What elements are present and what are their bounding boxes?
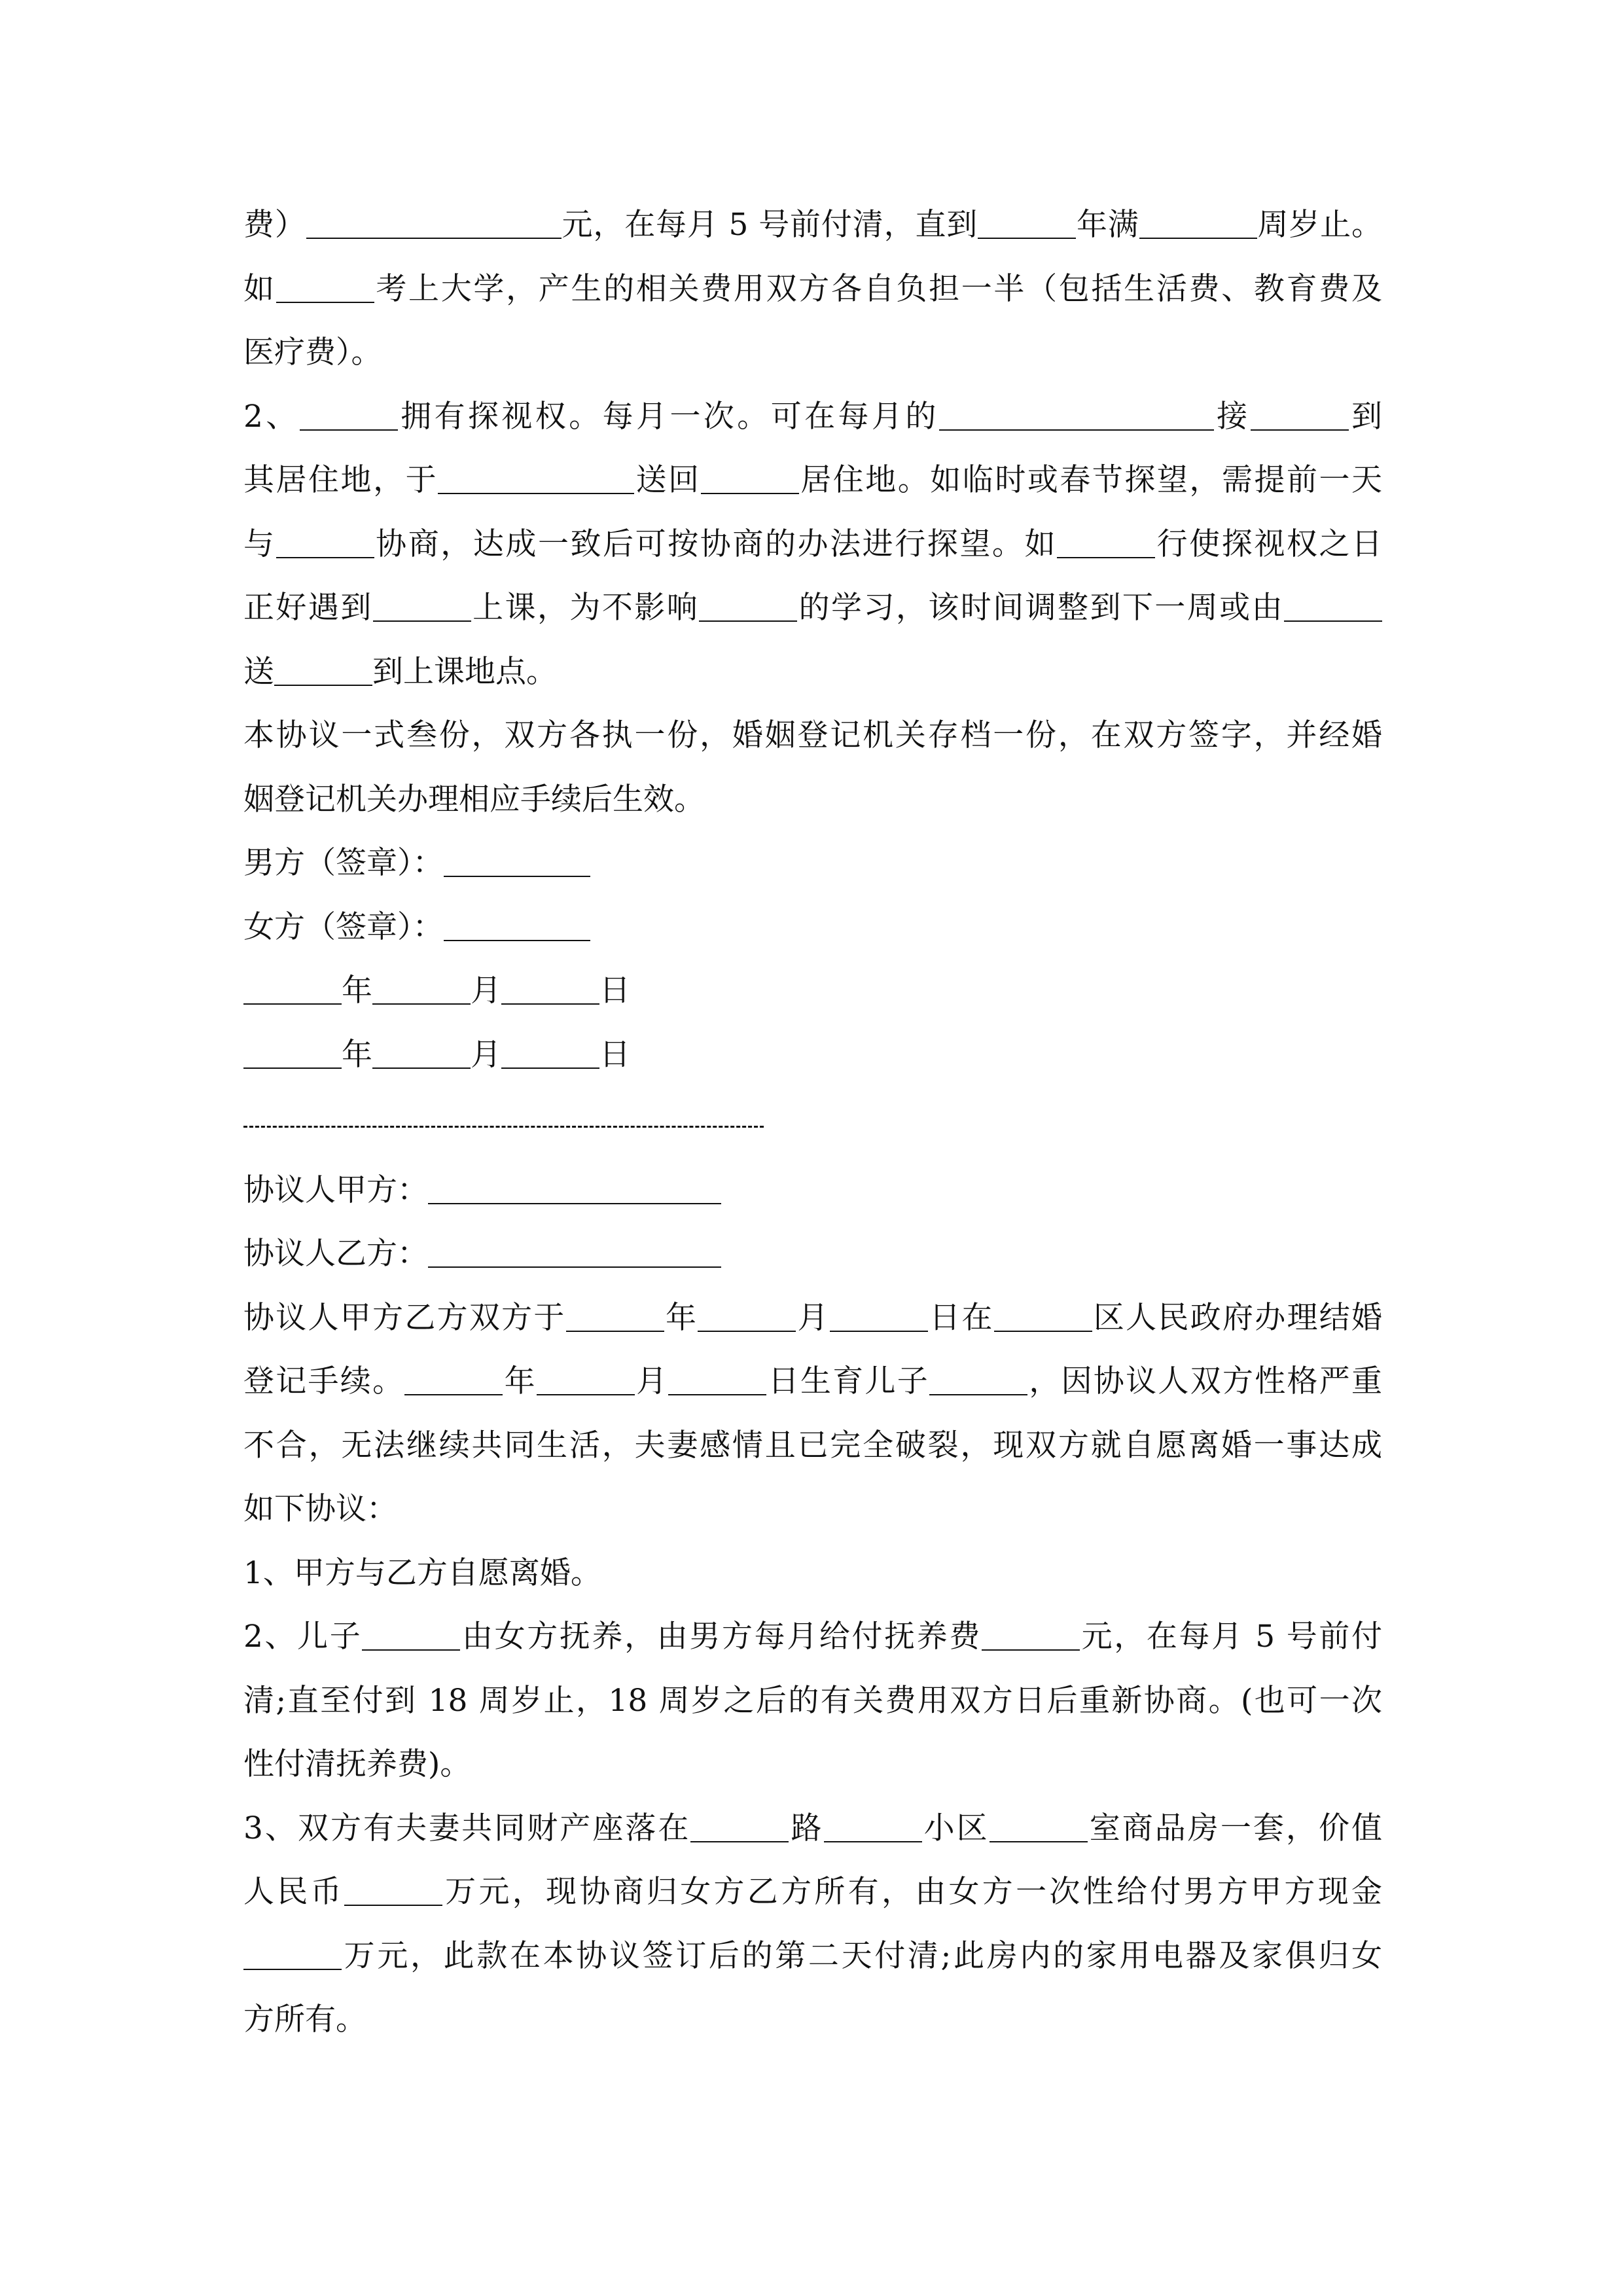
fill-in-blank[interactable]: [1251, 399, 1349, 431]
party-b-field[interactable]: [428, 1236, 721, 1268]
text-segment: 日在: [927, 1299, 994, 1336]
text-segment: 周岁止。: [1257, 207, 1383, 243]
text-segment: 拥有探视权。每月一次。可在每月的: [397, 398, 939, 435]
text-segment: 元，在每月 5 号前付: [1080, 1619, 1383, 1655]
party-b-label: 协议人乙方：: [243, 1236, 428, 1272]
text-line: [243, 193, 1382, 257]
date-month-field[interactable]: [372, 973, 471, 1005]
month-label: 月: [471, 1036, 501, 1073]
fill-in-blank[interactable]: [300, 399, 398, 431]
party-a-line: [243, 1158, 1382, 1223]
agreement-part-2: [243, 1286, 1382, 2052]
text-segment: 小区: [921, 1810, 990, 1846]
day-label: 日: [599, 973, 630, 1009]
year-label: 年: [342, 973, 372, 1009]
fill-in-blank[interactable]: [990, 1811, 1088, 1842]
fill-in-blank[interactable]: [690, 1811, 789, 1842]
text-segment: 居住地。如临时或春节探望，需提前一天: [798, 462, 1383, 498]
text-line: [243, 257, 1382, 321]
fill-in-blank[interactable]: [929, 1364, 1027, 1395]
text-line: [243, 1605, 1382, 1669]
text-segment: 如: [243, 270, 276, 307]
text-line: [243, 385, 1382, 449]
text-segment: 医疗费）。: [243, 334, 382, 370]
date-month-field[interactable]: [372, 1037, 471, 1069]
text-segment: 送回: [634, 462, 701, 498]
text-segment: ，因协议人双方性格严重: [1027, 1363, 1383, 1399]
text-line: [243, 576, 1382, 640]
text-line: [243, 512, 1382, 577]
date-line-2: [243, 1023, 1382, 1087]
fill-in-blank[interactable]: [982, 1619, 1080, 1651]
text-segment: 区人民政府办理结婚: [1092, 1299, 1383, 1336]
text-segment: 不合，无法继续共同生活，夫妻感情且已完全破裂，现双方就自愿离婚一事达成: [243, 1427, 1382, 1463]
female-signature-field[interactable]: [444, 910, 590, 941]
text-line: [243, 321, 1382, 385]
text-line: [243, 1477, 1382, 1541]
text-segment: 到上课地点。: [372, 653, 557, 690]
date-year-field[interactable]: [243, 1037, 342, 1069]
fill-in-blank[interactable]: [939, 399, 1214, 431]
text-segment: 正好遇到: [243, 590, 373, 626]
text-segment: 姻登记机关办理相应手续后生效。: [243, 781, 705, 817]
text-segment: 清;直至付到 18 周岁止，18 周岁之后的有关费用双方日后重新协商。(也可一次: [243, 1682, 1382, 1719]
fill-in-blank[interactable]: [344, 1874, 442, 1906]
fill-in-blank[interactable]: [438, 463, 634, 494]
fill-in-blank[interactable]: [699, 590, 797, 622]
fill-in-blank[interactable]: [276, 527, 374, 558]
text-segment: 年: [664, 1299, 698, 1336]
text-line: [243, 1860, 1382, 1924]
party-a-label: 协议人甲方：: [243, 1172, 428, 1208]
male-signature-label: 男方（签章）：: [243, 845, 444, 881]
text-segment: 日生育儿子: [766, 1363, 930, 1399]
text-segment: 的学习，该时间调整到下一周或由: [797, 590, 1285, 626]
text-segment: 室商品房一套，价值: [1087, 1810, 1383, 1846]
text-line: [243, 1541, 1382, 1605]
fill-in-blank[interactable]: [978, 207, 1076, 239]
text-line: [243, 1924, 1382, 1988]
fill-in-blank[interactable]: [306, 207, 562, 239]
fill-in-blank[interactable]: [274, 655, 372, 686]
fill-in-blank[interactable]: [362, 1619, 460, 1651]
text-line: [243, 704, 1382, 768]
text-line: [243, 1350, 1382, 1414]
text-segment: 送: [243, 653, 274, 690]
text-segment: 上课，为不影响: [471, 590, 700, 626]
text-segment: 万元，此款在本协议签订后的第二天付清;此房内的家用电器及家俱归女: [342, 1937, 1382, 1974]
text-line: [243, 1732, 1382, 1797]
fill-in-blank[interactable]: [537, 1364, 635, 1395]
text-segment: 人民币: [243, 1874, 344, 1910]
text-segment: 万元，现协商归女方乙方所有，由女方一次性给付男方甲方现金: [442, 1874, 1383, 1910]
text-segment: 3、双方有夫妻共同财产座落在: [243, 1810, 691, 1846]
female-signature-line: [243, 895, 1382, 960]
text-line: [243, 1286, 1382, 1350]
text-segment: 元，在每月 5 号前付清，直到: [561, 207, 978, 243]
date-day-field[interactable]: [501, 1037, 599, 1069]
text-line: [243, 640, 1382, 704]
text-segment: 接: [1213, 398, 1251, 435]
month-label: 月: [471, 973, 501, 1009]
text-segment: 2、: [243, 398, 300, 435]
text-segment: 年: [503, 1363, 537, 1399]
fill-in-blank[interactable]: [830, 1300, 928, 1332]
party-a-field[interactable]: [428, 1173, 721, 1204]
text-segment: 费）: [243, 207, 306, 243]
text-segment: 与: [243, 526, 276, 562]
text-segment: 协商，达成一致后可按协商的办法进行探望。如: [374, 526, 1058, 562]
party-b-line: [243, 1222, 1382, 1286]
text-segment: 性付清抚养费)。: [243, 1746, 471, 1782]
text-line: [243, 448, 1382, 512]
fill-in-blank[interactable]: [404, 1364, 503, 1395]
separator-dashes: [243, 1126, 764, 1128]
text-segment: 本协议一式叁份，双方各执一份，婚姻登记机关存档一份，在双方签字，并经婚: [243, 717, 1382, 753]
date-day-field[interactable]: [501, 973, 599, 1005]
text-segment: 协议人甲方乙方双方于: [243, 1299, 566, 1336]
text-segment: 到: [1348, 398, 1383, 435]
text-line: [243, 1669, 1382, 1733]
fill-in-blank[interactable]: [668, 1364, 766, 1395]
document-page: [243, 193, 1382, 2052]
fill-in-blank[interactable]: [1284, 590, 1382, 622]
day-label: 日: [599, 1036, 630, 1073]
text-segment: 考上大学，产生的相关费用双方各自负担一半（包括生活费、教育费及: [374, 270, 1382, 307]
male-signature-line: [243, 831, 1382, 895]
text-segment: 月: [634, 1363, 669, 1399]
text-line: [243, 1988, 1382, 2052]
text-segment: 年满: [1076, 207, 1139, 243]
text-segment: 2、儿子: [243, 1619, 363, 1655]
text-segment: 行使探视权之日: [1155, 526, 1383, 562]
fill-in-blank[interactable]: [698, 1300, 796, 1332]
text-segment: 登记手续。: [243, 1363, 405, 1399]
fill-in-blank[interactable]: [1057, 527, 1155, 558]
text-segment: 由女方抚养，由男方每月给付抚养费: [460, 1619, 982, 1655]
fill-in-blank[interactable]: [566, 1300, 664, 1332]
fill-in-blank[interactable]: [701, 463, 799, 494]
text-line: [243, 1797, 1382, 1861]
date-year-field[interactable]: [243, 973, 342, 1005]
text-segment: 如下协议：: [243, 1491, 397, 1527]
female-signature-label: 女方（签章）：: [243, 908, 444, 945]
text-line: [243, 1414, 1382, 1478]
fill-in-blank[interactable]: [1139, 207, 1257, 239]
text-segment: 1、甲方与乙方自愿离婚。: [243, 1554, 601, 1591]
date-line-1: [243, 959, 1382, 1023]
year-label: 年: [342, 1036, 372, 1073]
text-segment: 月: [796, 1299, 830, 1336]
agreement-part-1: [243, 193, 1382, 831]
fill-in-blank[interactable]: [276, 272, 374, 303]
text-segment: 方所有。: [243, 2001, 366, 2037]
fill-in-blank[interactable]: [824, 1811, 922, 1842]
section-separator: [243, 1086, 1382, 1151]
text-line: [243, 768, 1382, 832]
male-signature-field[interactable]: [444, 846, 590, 877]
fill-in-blank[interactable]: [994, 1300, 1092, 1332]
fill-in-blank[interactable]: [373, 590, 471, 622]
fill-in-blank[interactable]: [243, 1939, 342, 1970]
text-segment: 其居住地，于: [243, 462, 438, 498]
text-segment: 路: [789, 1810, 824, 1846]
